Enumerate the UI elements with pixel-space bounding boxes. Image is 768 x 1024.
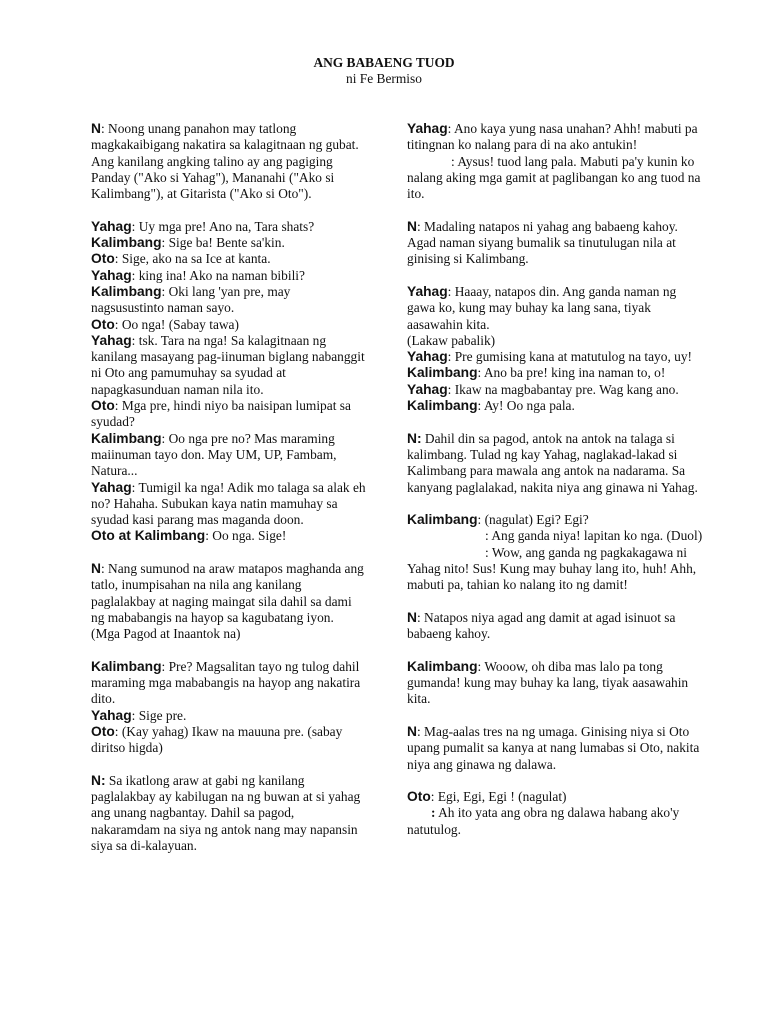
- speaker-label: Yahag: [91, 218, 132, 234]
- dialogue-line: [407, 528, 707, 544]
- dialogue-text: : Wow, ang ganda ng pagkakagawa ni Yahag nito! Sus! Kung may buhay lang ito, huh! Ahh, mabuti pa, tahian ko nalang ito ng damit!: [407, 544, 697, 593]
- paragraph-text: : Noong unang panahon may tatlong magkakaibigang nakatira sa kalagitnaan ng gubat. Ang kanilang angking talino ay ang pagiging Panday ("Ako si Yahag"), Mananahi ("Ako si Kalimbang"), at Gitarista ("Ako si Oto").: [91, 121, 359, 202]
- dialogue-line: [91, 268, 366, 284]
- dialogue-line: [91, 659, 366, 708]
- continuation-colon: :: [431, 805, 436, 821]
- narration-paragraph: [407, 219, 707, 268]
- left-column: [91, 121, 366, 871]
- document-title: ANG BABAENG TUOD: [313, 55, 455, 70]
- paragraph-text: : Madaling natapos ni yahag ang babaeng kahoy. Agad naman siyang bumalik sa tinutulugan nila at ginising si Kalimbang.: [407, 218, 678, 267]
- paragraph-text: : Natapos niya agad ang damit at agad isinuot sa babaeng kahoy.: [407, 609, 676, 642]
- speaker-label: Oto: [91, 723, 115, 739]
- dialogue-text: : Ang ganda niya! lapitan ko nga. (Duol): [485, 528, 703, 544]
- dialogue-line: [91, 398, 366, 431]
- dialogue-block: [91, 659, 366, 757]
- dialogue-block: [407, 789, 707, 838]
- dialogue-line: [91, 251, 366, 267]
- narration-paragraph: [91, 773, 366, 854]
- speaker-label: Oto: [91, 251, 115, 267]
- dialogue-text: : Pre gumising kana at matutulog na tayo, uy!: [447, 349, 692, 365]
- dialogue-text: : tsk. Tara na nga! Sa kalagitnaan ng kanilang masayang pag-iinuman biglang nabanggit ni Oto ang pamumuhay sa syudad at napagkasunduan naman nila ito.: [91, 332, 365, 397]
- narration-paragraph: [407, 724, 707, 773]
- stage-direction: (Mga Pagod at Inaantok na): [91, 626, 241, 642]
- dialogue-text: : (Kay yahag) Ikaw na mauuna pre. (sabay diritso higda): [91, 723, 343, 756]
- dialogue-line: [407, 349, 707, 382]
- dialogue-line: [407, 121, 707, 154]
- dialogue-text: : Ay! Oo nga pala.: [477, 398, 575, 414]
- dialogue-text: : Ikaw na magbabantay pre. Wag kang ano.: [447, 381, 679, 397]
- speaker-label: N: [91, 121, 101, 136]
- speaker-label: N: [407, 723, 417, 739]
- dialogue-line: [407, 154, 707, 203]
- speaker-label: Yahag: [91, 332, 132, 348]
- paragraph-text: : Nang sumunod na araw matapos maghanda ang tatlo, inumpisahan na nila ang kanilang paglalakbay at naging maingat sila dahil sa dami ng mababangis na hayop sa kagubatang iyon.: [91, 561, 364, 625]
- dialogue-block: [407, 512, 707, 593]
- dialogue-text: Ah ito yata ang obra ng dalawa habang ako'y natutulog.: [407, 805, 680, 837]
- dialogue-line: [91, 431, 366, 480]
- dialogue-text: : Pre? Magsalitan tayo ng tulog dahil maraming mga mababangis na hayop ang nakatira dito.: [91, 658, 361, 707]
- dialogue-line: [407, 805, 707, 838]
- header: [0, 55, 768, 87]
- speaker-label: N:: [407, 430, 422, 446]
- stage-direction: (Lakaw pabalik): [407, 332, 496, 348]
- dialogue-line: [407, 659, 707, 708]
- dialogue-text: : Oo nga. Sige!: [205, 528, 287, 544]
- dialogue-text: : Ano ba pre! king ina naman to, o!: [477, 365, 666, 381]
- dialogue-line: [407, 512, 707, 528]
- speaker-label: N: [407, 609, 417, 625]
- dialogue-block: [407, 349, 707, 414]
- dialogue-text: : Oo nga! (Sabay tawa): [114, 316, 239, 332]
- dialogue-text: : Sige, ako na sa Ice at kanta.: [114, 251, 271, 267]
- speaker-label: Oto: [91, 398, 115, 414]
- speaker-label: Kalimbang: [407, 398, 478, 414]
- dialogue-block: [407, 284, 707, 349]
- speaker-label: Kalimbang: [91, 235, 162, 251]
- speaker-label: Kalimbang: [91, 430, 162, 446]
- speaker-label: N: [91, 561, 101, 577]
- speaker-label: Kalimbang: [407, 512, 478, 528]
- speaker-label: Yahag: [91, 267, 132, 283]
- narration-paragraph: [91, 121, 366, 202]
- dialogue-line: [91, 317, 366, 333]
- dialogue-line: [91, 708, 366, 724]
- narration-paragraph: [407, 610, 707, 643]
- dialogue-block: [407, 121, 707, 202]
- dialogue-line: [407, 382, 707, 415]
- narration-paragraph: [91, 561, 366, 642]
- dialogue-text: : Oki lang 'yan pre, may nagsusustinto naman sayo.: [91, 283, 291, 316]
- dialogue-text: : (nagulat) Egi? Egi?: [477, 512, 589, 528]
- dialogue-text: : Sige pre.: [131, 707, 187, 723]
- dialogue-text: : Sige ba! Bente sa'kin.: [161, 235, 285, 251]
- speaker-label: Kalimbang: [91, 658, 162, 674]
- speaker-label: Yahag: [407, 381, 448, 397]
- dialogue-text: : Aysus! tuod lang pala. Mabuti pa'y kunin ko nalang aking mga gamit at paglibangan ko ang tuod na ito.: [407, 153, 701, 202]
- dialogue-text: : Egi, Egi, Egi ! (nagulat): [430, 789, 567, 805]
- speaker-label: Yahag: [91, 479, 132, 495]
- speaker-label: Oto: [91, 316, 115, 332]
- dialogue-line: [407, 789, 707, 805]
- dialogue-text: : Ano kaya yung nasa unahan? Ahh! mabuti pa titingnan ko nalang para di na ako antukin!: [407, 121, 698, 153]
- right-column: [407, 121, 707, 854]
- speaker-label: Yahag: [407, 121, 448, 136]
- dialogue-line: [91, 480, 366, 529]
- speaker-label: Kalimbang: [407, 658, 478, 674]
- dialogue-text: : Oo nga pre no? Mas maraming maiinuman tayo don. May UM, UP, Fambam, Natura...: [91, 430, 337, 479]
- dialogue-line: [91, 219, 366, 235]
- speaker-label: Kalimbang: [91, 283, 162, 299]
- speaker-label: Oto at Kalimbang: [91, 528, 206, 544]
- dialogue-text: : Wooow, oh diba mas lalo pa tong gumanda! kung may buhay ka lang, tiyak aasawahin kita.: [407, 658, 689, 707]
- dialogue-text: : Uy mga pre! Ano na, Tara shats?: [131, 218, 315, 234]
- speaker-label: Yahag: [407, 349, 448, 365]
- paragraph-text: Dahil din sa pagod, antok na antok na talaga si kalimbang. Tulad ng kay Yahag, naglakad-lakad si Kalimbang para mawala ang antok na nadarama. Sa kanyang paglalakad, nakita niya ang ginawa ni Yahag.: [407, 430, 698, 495]
- dialogue-text: : king ina! Ako na naman bibili?: [131, 267, 305, 283]
- speaker-label: N:: [91, 772, 106, 788]
- dialogue-line: [407, 284, 707, 333]
- dialogue-line: [91, 724, 366, 757]
- speaker-label: Oto: [407, 789, 431, 805]
- dialogue-text: : Mga pre, hindi niyo ba naisipan lumipat sa syudad?: [91, 398, 351, 430]
- dialogue-line: [91, 333, 366, 398]
- dialogue-text: : Haaay, natapos din. Ang ganda naman ng gawa ko, kung may buhay ka lang sana, tiyak aasawahin kita.: [407, 283, 677, 332]
- speaker-label: Yahag: [407, 283, 448, 299]
- dialogue-line: [91, 235, 366, 251]
- document-author: ni Fe Bermiso: [346, 71, 422, 86]
- speaker-label: N: [407, 218, 417, 234]
- paragraph-text: Sa ikatlong araw at gabi ng kanilang paglalakbay ay kabilugan na ng buwan at si yahag ang unang nagbantay. Dahil sa pagod, nakaramdam na siya ng antok nang may napansin siya sa di-kalayuan.: [91, 772, 361, 854]
- paragraph-text: : Mag-aalas tres na ng umaga. Ginising niya si Oto upang pumalit sa kanya at nang lumabas si Oto, nakita niya ang ginawa ng dalawa.: [407, 723, 700, 772]
- dialogue-text: : Tumigil ka nga! Adik mo talaga sa alak eh no? Hahaha. Subukan kaya natin mamuhay sa syudad kasi parang mas maganda doon.: [91, 479, 366, 528]
- dialogue-line: [91, 284, 366, 317]
- speaker-label: Kalimbang: [407, 365, 478, 381]
- dialogue-line: [91, 528, 366, 544]
- dialogue-block: [91, 219, 366, 545]
- narration-paragraph: [407, 431, 707, 496]
- dialogue-line: [407, 545, 707, 594]
- speaker-label: Yahag: [91, 707, 132, 723]
